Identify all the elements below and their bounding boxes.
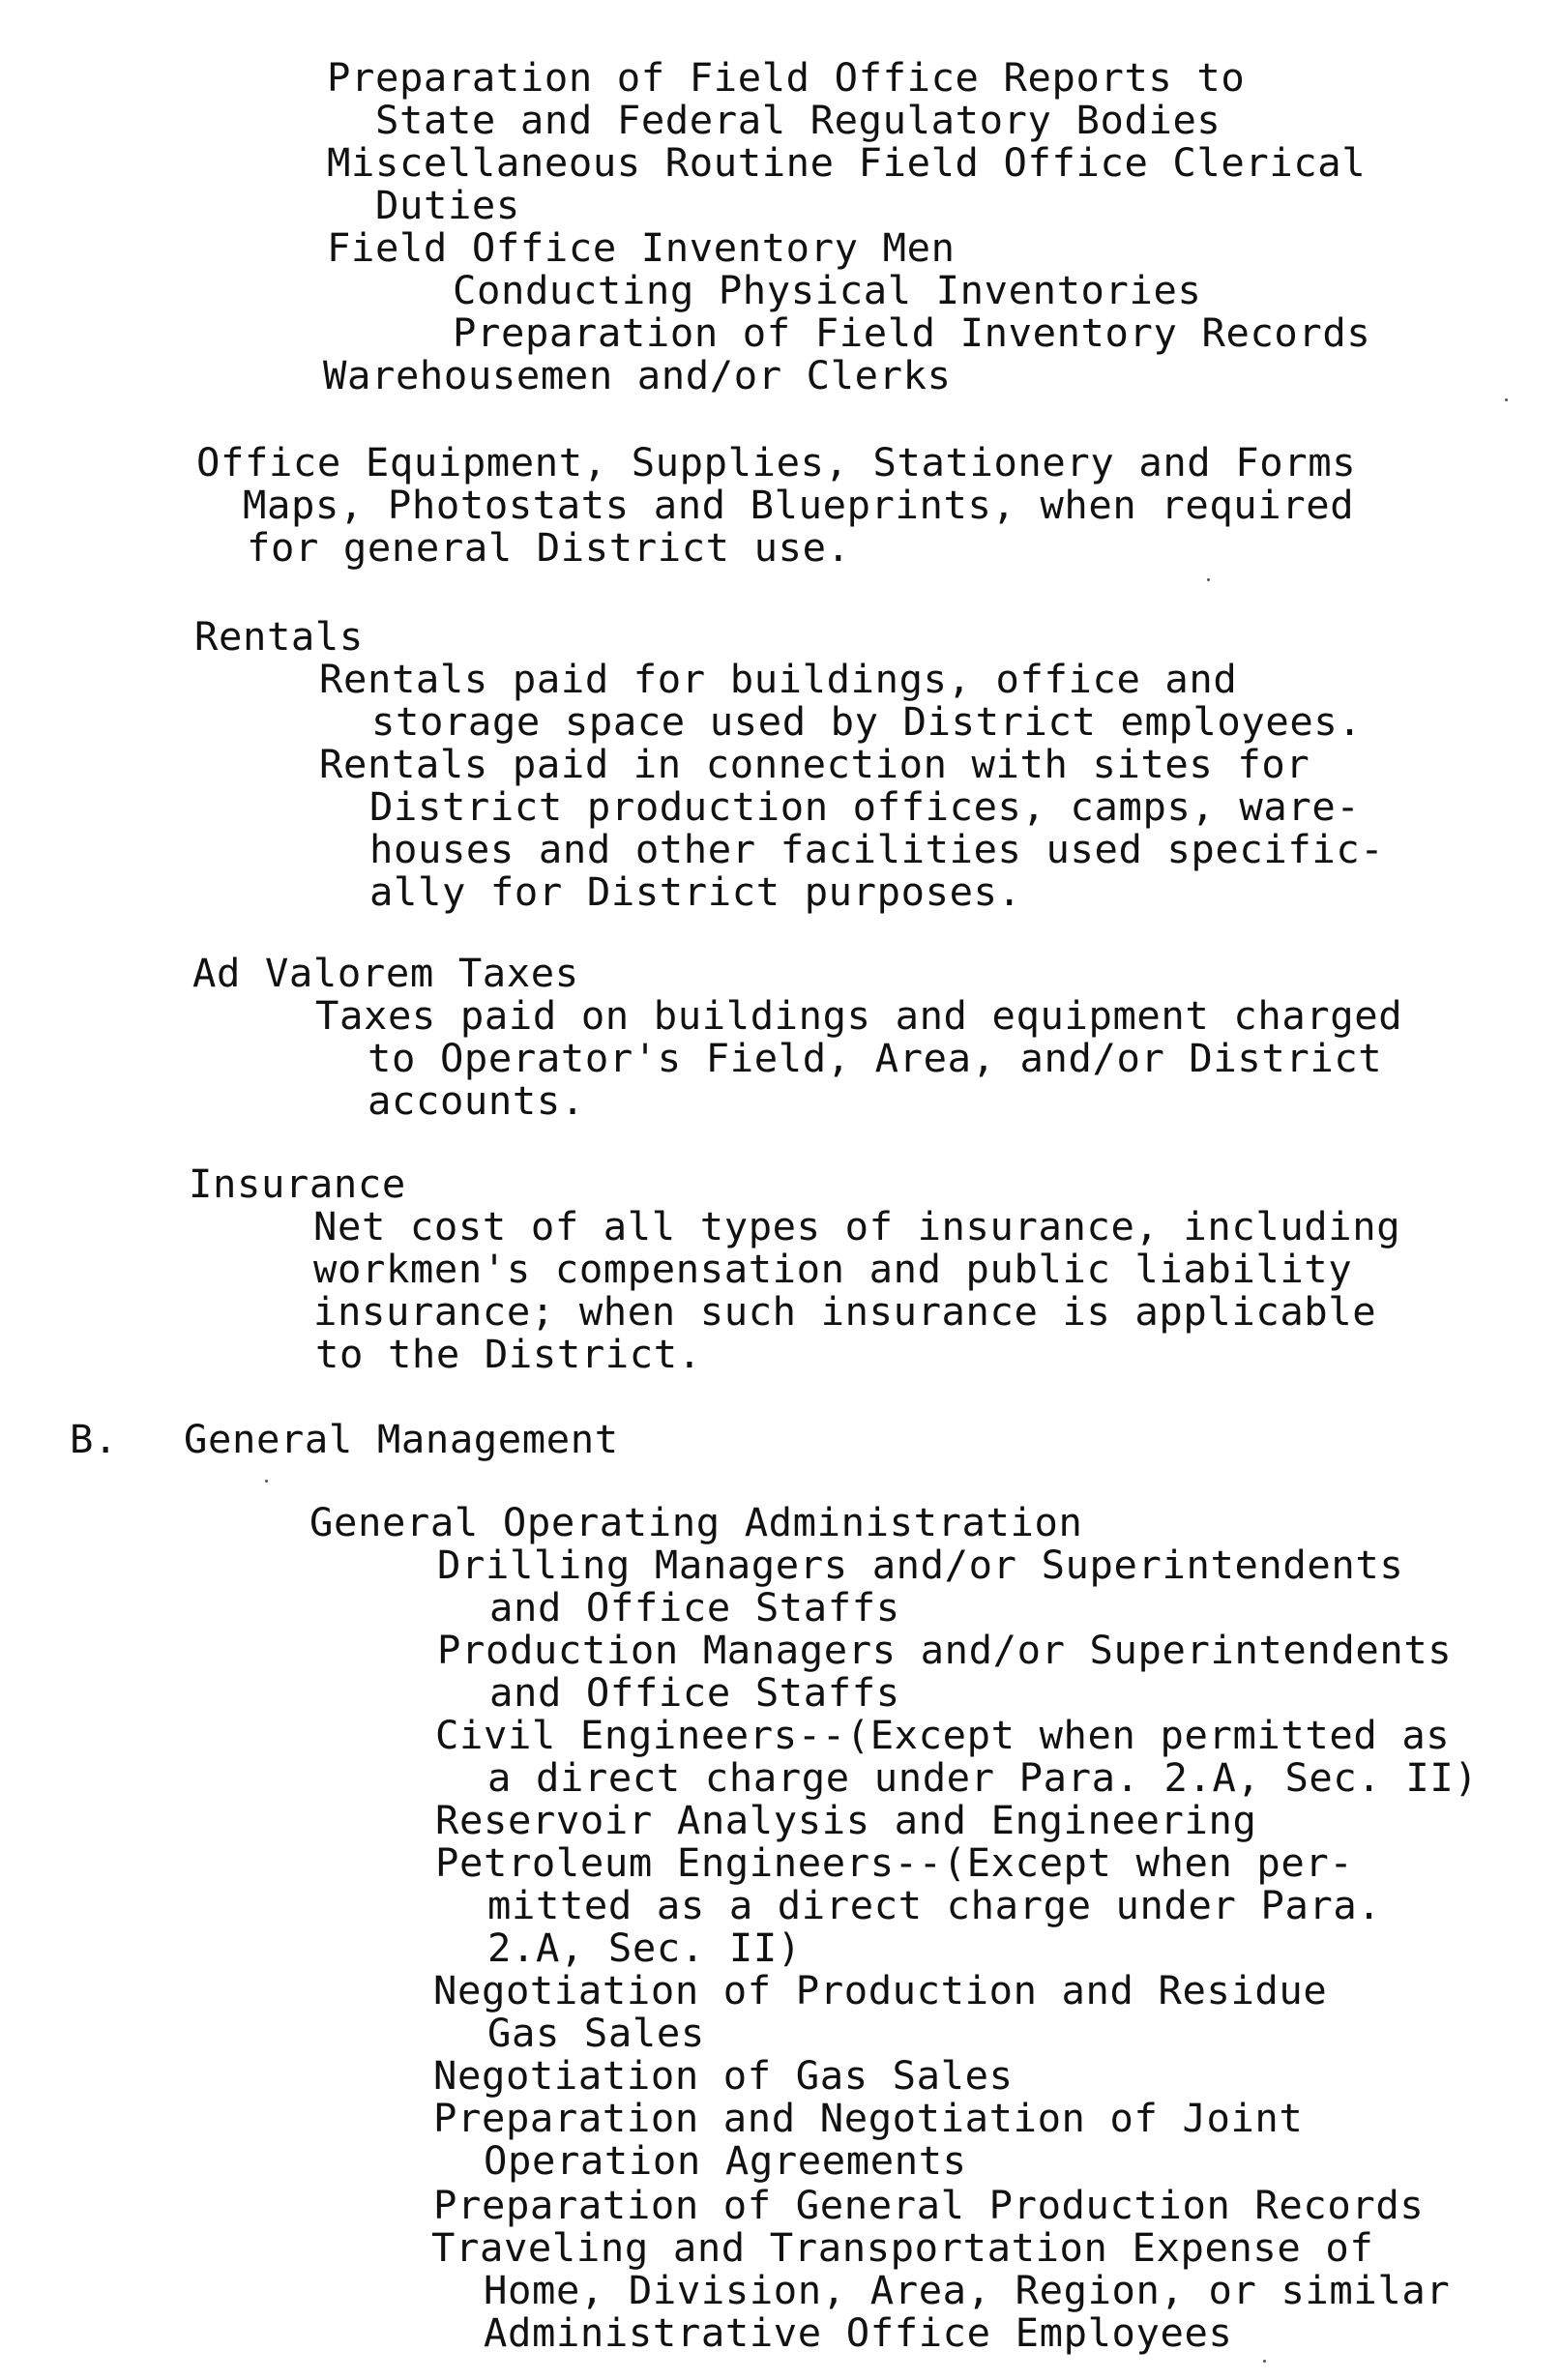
- text-line: Negotiation of Gas Sales: [433, 2052, 1014, 2099]
- scan-speck: [1263, 2360, 1266, 2363]
- text-line: a direct charge under Para. 2.A, Sec. II): [487, 1754, 1479, 1801]
- text-line: 2.A, Sec. II): [487, 1925, 802, 1971]
- text-line: insurance; when such insurance is applicable: [313, 1288, 1377, 1335]
- scan-speck: [1207, 578, 1210, 581]
- text-line: to Operator's Field, Area, and/or District: [368, 1035, 1383, 1081]
- text-line: Preparation of General Production Records: [433, 2182, 1425, 2228]
- text-line: State and Federal Regulatory Bodies: [375, 97, 1222, 143]
- text-line: Negotiation of Production and Residue: [433, 1967, 1328, 2013]
- text-line: Net cost of all types of insurance, including: [313, 1203, 1401, 1249]
- text-line: accounts.: [368, 1077, 585, 1124]
- text-line: Traveling and Transportation Expense of: [431, 2224, 1374, 2271]
- text-line: Gas Sales: [487, 2010, 705, 2056]
- text-line: Preparation of Field Inventory Records: [453, 309, 1371, 356]
- text-line: Duties: [375, 182, 520, 228]
- text-line: Civil Engineers--(Except when permitted as: [435, 1712, 1451, 1758]
- text-line: Conducting Physical Inventories: [453, 267, 1202, 313]
- text-line: Production Managers and/or Superintendents: [437, 1627, 1453, 1673]
- text-line: District production offices, camps, ware-: [369, 783, 1361, 830]
- text-line: Administrative Office Employees: [484, 2309, 1233, 2356]
- text-line: Maps, Photostats and Blueprints, when required: [243, 482, 1355, 528]
- text-line: Reservoir Analysis and Engineering: [435, 1797, 1257, 1843]
- text-line: to the District.: [315, 1331, 702, 1377]
- text-line: Warehousemen and/or Clerks: [323, 352, 952, 398]
- text-line: Rentals paid in connection with sites for: [319, 741, 1310, 787]
- text-line: and Office Staffs: [489, 1584, 900, 1631]
- text-line: houses and other facilities used specific-: [369, 826, 1385, 872]
- scan-speck: [1505, 398, 1508, 401]
- section-title: General Management: [184, 1416, 619, 1462]
- text-line: Miscellaneous Routine Field Office Clerical: [327, 139, 1367, 186]
- insurance-heading: Insurance: [189, 1161, 406, 1207]
- section-letter: B.: [70, 1416, 118, 1462]
- text-line: Field Office Inventory Men: [327, 224, 956, 271]
- text-line: Preparation of Field Office Reports to: [327, 54, 1246, 101]
- text-line: Home, Division, Area, Region, or similar: [484, 2267, 1451, 2313]
- ad-valorem-heading: Ad Valorem Taxes: [192, 950, 579, 996]
- subsection-heading: General Operating Administration: [309, 1499, 1083, 1545]
- text-line: Taxes paid on buildings and equipment charged: [315, 992, 1403, 1039]
- scan-speck: [265, 1480, 268, 1483]
- text-line: Preparation and Negotiation of Joint: [433, 2095, 1304, 2141]
- text-line: Drilling Managers and/or Superintendents: [437, 1542, 1404, 1588]
- text-line: and Office Staffs: [489, 1669, 900, 1716]
- text-line: for general District use.: [247, 524, 851, 571]
- text-line: Rentals paid for buildings, office and: [319, 656, 1238, 702]
- text-line: Petroleum Engineers--(Except when per-: [435, 1839, 1354, 1886]
- office-equipment-heading: Office Equipment, Supplies, Stationery and Forms: [196, 439, 1357, 485]
- text-line: mitted as a direct charge under Para.: [487, 1882, 1382, 1928]
- text-line: Operation Agreements: [484, 2137, 967, 2184]
- rentals-heading: Rentals: [194, 613, 364, 660]
- text-line: storage space used by District employees.: [371, 698, 1363, 745]
- text-line: ally for District purposes.: [369, 868, 1022, 915]
- text-line: workmen's compensation and public liability: [313, 1246, 1353, 1292]
